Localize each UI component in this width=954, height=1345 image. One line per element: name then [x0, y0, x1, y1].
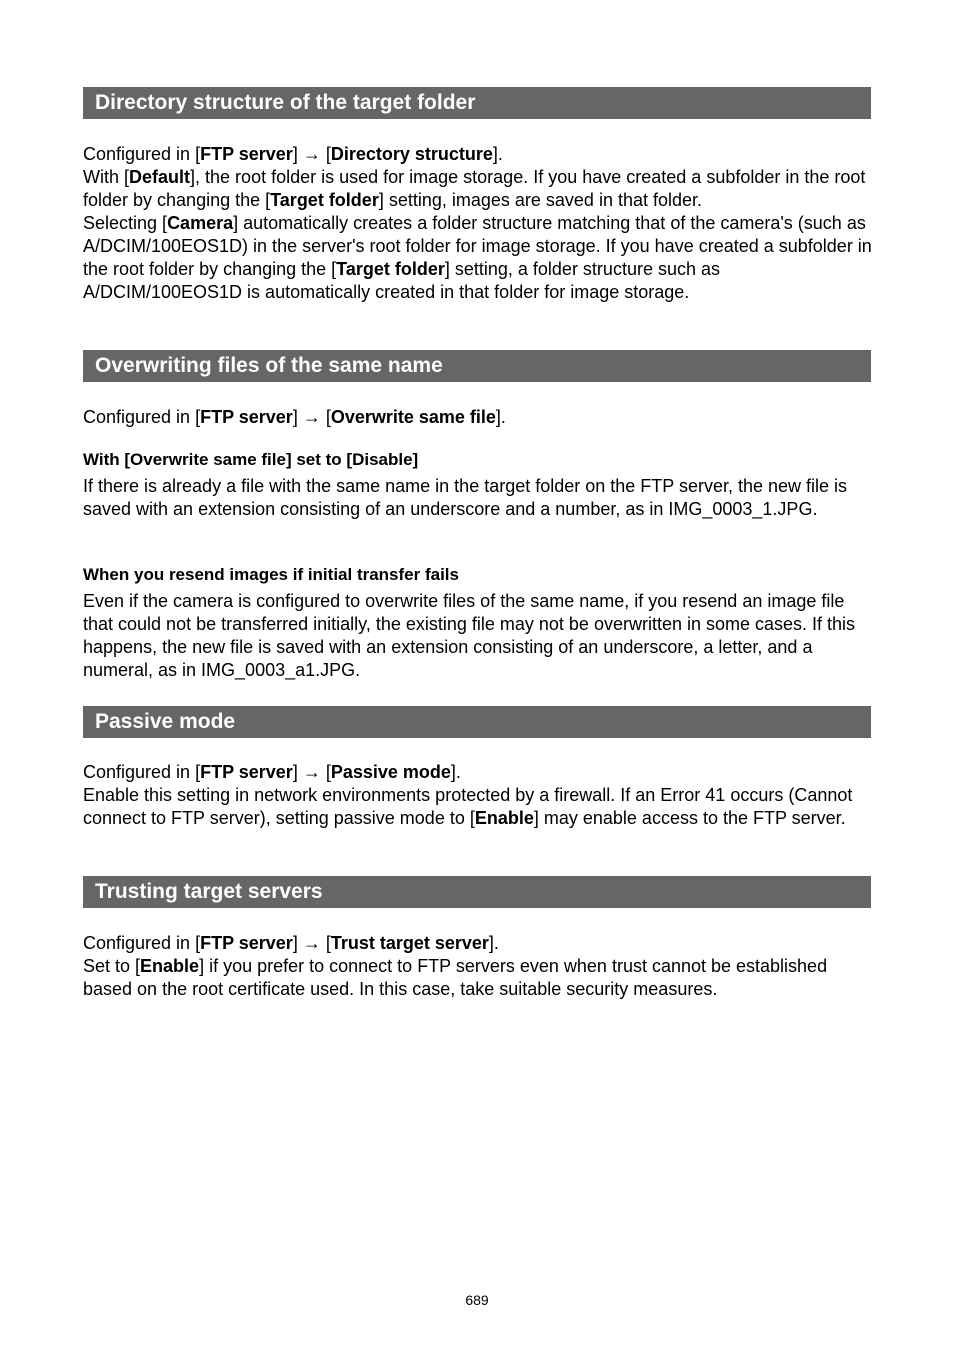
section-header-overwriting-files: Overwriting files of the same name [83, 350, 871, 382]
overwrite-disable-text: If there is already a file with the same name in the target folder on the FTP server, the new file is saved with an extension consisting of an underscore and a number, as in IMG_0003_1.JPG. [83, 476, 848, 519]
page-number: 689 [465, 1292, 489, 1308]
overwriting-config-text: Configured in [FTP server] → [Overwrite same file]. [83, 407, 506, 427]
resend-subheading: When you resend images if initial transfer fails [83, 565, 459, 584]
section-header-directory-structure: Directory structure of the target folder [83, 87, 871, 119]
passive-mode-text: Configured in [FTP server] → [Passive mode]. Enable this setting in network environments protected by a firewall. If an Error 41 occurs (Cannot connect to FTP server), setting passive mode to [Enable] may enable access to the FTP server. [83, 762, 853, 828]
trusting-servers-text: Configured in [FTP server] → [Trust target server]. Set to [Enable] if you prefer to connect to FTP servers even when trust cannot be established based on the root certificate used. In this case, take suitable security measures. [83, 933, 828, 999]
directory-structure-text: Configured in [FTP server] → [Directory structure]. With [Default], the root folder is used for image storage. If you have created a subfolder in the root folder by changing the [Target folder] setting, images are saved in that folder. Selecting [Camera] automatically creates a folder structure matching that of the camera's (such as A/DCIM/100EOS1D) in the server's root folder for image storage. If you have created a subfolder in the root folder by changing the [Target folder] setting, a folder structure such as A/DCIM/100EOS1D is automatically created in that folder for image storage. [83, 144, 872, 302]
overwrite-disable-subheading: With [Overwrite same file] set to [Disable] [83, 450, 419, 469]
section-header-passive-mode: Passive mode [83, 706, 871, 738]
section-header-trusting-servers: Trusting target servers [83, 876, 871, 908]
resend-text: Even if the camera is configured to overwrite files of the same name, if you resend an image file that could not be transferred initially, the existing file may not be overwritten in some cases. If this happens, the new file is saved with an extension consisting of an underscore, a letter, and a numeral, as in IMG_0003_a1.JPG. [83, 591, 856, 680]
